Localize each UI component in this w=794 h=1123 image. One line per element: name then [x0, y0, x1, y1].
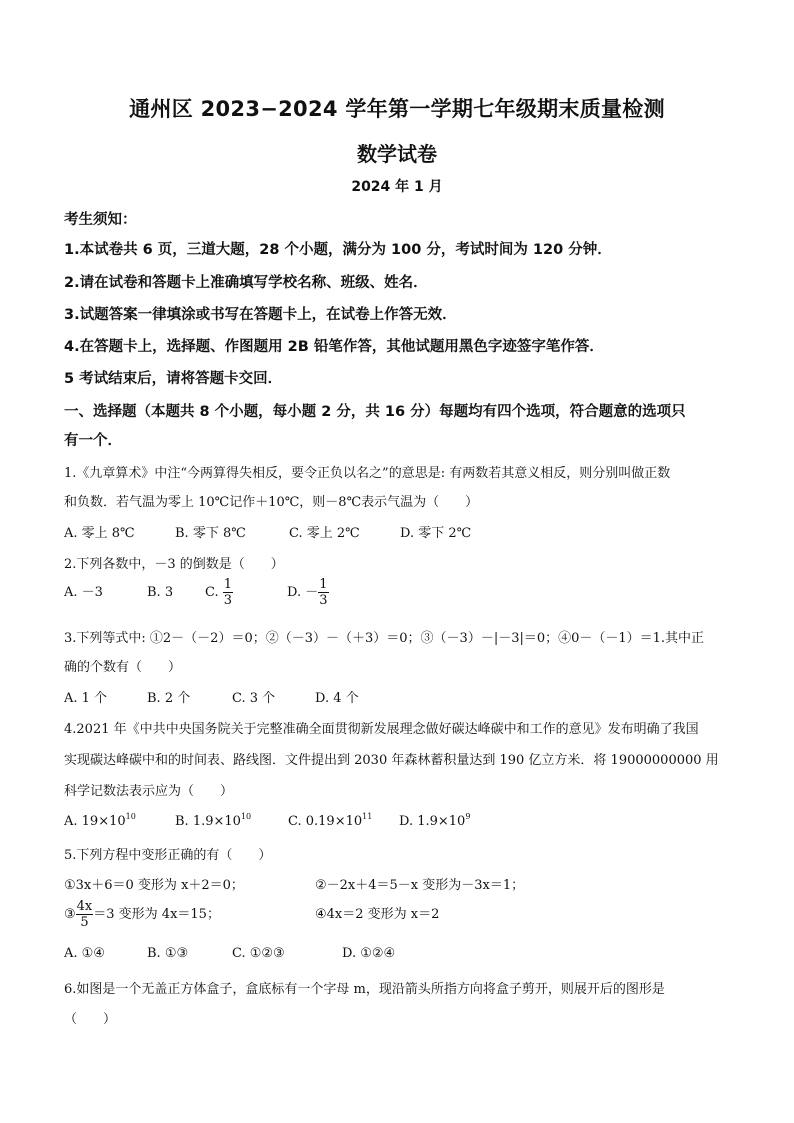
fraction-denominator: 3	[319, 593, 328, 608]
question-5-items-row2	[64, 900, 439, 929]
notice-item: 5 考试结束后，请将答题卡交回．	[64, 371, 283, 387]
statement-3	[64, 900, 315, 929]
exam-subtitle: 数学试卷	[357, 142, 437, 166]
option-c: C. ①②③	[232, 946, 285, 961]
question-5-items-row1	[64, 874, 524, 893]
question-4-stem-cont: 实现碳达峰碳中和的时间表、路线图．文件提出到 2030 年森林蓄积量达到 190 亿立方米．将 19000000000 用	[64, 753, 719, 768]
exponent: 10	[240, 812, 252, 821]
exponent: 10	[125, 812, 136, 821]
option-c	[205, 578, 287, 607]
question-2-options	[64, 578, 329, 607]
option-a: A. 1 个	[64, 691, 108, 706]
fraction-numerator: 4x	[76, 899, 93, 914]
fraction-denominator: 3	[223, 593, 233, 608]
option-a-base: A. 19×10	[64, 814, 126, 829]
statement-3-marker: ③	[64, 907, 76, 922]
option-b: B. 2 个	[147, 691, 191, 706]
option-b: B. ①③	[147, 946, 189, 961]
question-6-stem: 6.如图是一个无盖正方体盒子，盒底标有一个字母 m，现沿箭头所指方向将盒子剪开，则展开后的图形是	[64, 982, 665, 997]
option-a: A. －3	[64, 585, 103, 600]
option-d	[287, 578, 329, 607]
option-b: B. 零下 8℃	[175, 526, 246, 541]
option-d-label: D. －	[287, 585, 319, 600]
option-a: A. 零上 8℃	[64, 526, 135, 541]
fraction-numerator: 1	[319, 577, 328, 592]
option-b: B. 3	[147, 585, 174, 600]
option-d	[399, 812, 470, 829]
option-d: D. 4 个	[315, 691, 359, 706]
statement-2: ②－2x＋4＝5－x 变形为－3x＝1；	[315, 878, 525, 893]
fraction	[223, 578, 233, 607]
option-c: C. 3 个	[232, 691, 276, 706]
exponent: 9	[465, 812, 471, 821]
question-3-stem: 3.下列等式中: ①2－（－2）＝0；②（－3）－（＋3）＝0；③（－3）－|－3|＝0；④0－（－1）＝1.其中正	[64, 631, 705, 646]
question-1-stem: 1.《九章算术》中注“今两算得失相反，要令正负以名之”的意思是: 有两数若其意义相反，则分别叫做正数	[64, 466, 671, 481]
question-6-stem-cont: （ ）	[64, 1012, 117, 1027]
question-3-stem-cont: 确的个数有（ ）	[64, 660, 182, 675]
option-d: D. 零下 2℃	[400, 526, 472, 541]
option-c-base: C. 0.19×10	[288, 814, 363, 829]
fraction-denominator: 5	[80, 915, 89, 930]
exam-title: 通州区 2023−2024 学年第一学期七年级期末质量检测	[129, 97, 665, 121]
section-heading: 一、选择题（本题共 8 个小题，每小题 2 分，共 16 分）每题均有四个选项，符合题意的选项只	[64, 404, 686, 420]
question-1-options	[64, 522, 471, 541]
question-5-options	[64, 946, 395, 961]
option-a: A. ①④	[64, 946, 105, 961]
notice-item: 3.试题答案一律填涂或书写在答题卡上，在试卷上作答无效．	[64, 307, 457, 323]
option-b	[175, 812, 288, 829]
notice-item: 1.本试卷共 6 页，三道大题，28 个小题，满分为 100 分，考试时间为 120 分钟．	[64, 242, 612, 258]
notice-item: 4.在答题卡上，选择题、作图题用 2B 铅笔作答，其他试题用黑色字迹签字笔作答．	[64, 339, 604, 355]
notice-item: 2.请在试卷和答题卡上准确填写学校名称、班级、姓名．	[64, 275, 428, 291]
fraction	[318, 578, 328, 607]
option-a	[64, 812, 175, 829]
fraction	[76, 900, 94, 929]
question-5-stem: 5.下列方程中变形正确的有（ ）	[64, 848, 272, 863]
option-d-base: D. 1.9×10	[399, 814, 466, 829]
statement-4: ④4x＝2 变形为 x＝2	[315, 907, 440, 922]
question-2-stem: 2.下列各数中，－3 的倒数是（ ）	[64, 557, 284, 572]
option-b-base: B. 1.9×10	[175, 814, 241, 829]
question-3-options	[64, 687, 359, 706]
section-heading-cont: 有一个．	[64, 433, 122, 449]
question-4-stem-cont: 科学记数法表示应为（ ）	[64, 784, 234, 799]
question-1-stem-cont: 和负数．若气温为零上 10℃记作＋10℃，则－8℃表示气温为（ ）	[64, 495, 479, 510]
question-4-stem: 4.2021 年《中共中央国务院关于完整准确全面贯彻新发展理念做好碳达峰碳中和工作的意见》发布明确了我国	[64, 722, 699, 737]
option-d: D. ①②④	[342, 946, 396, 961]
exponent: 11	[362, 812, 373, 821]
option-c: C. 零上 2℃	[289, 526, 360, 541]
option-c	[288, 812, 399, 829]
exam-date: 2024 年 1 月	[351, 179, 443, 195]
statement-3-text: ＝3 变形为 4x＝15；	[93, 907, 220, 922]
statement-1: ①3x＋6＝0 变形为 x＋2＝0；	[64, 878, 244, 893]
question-4-options	[64, 812, 470, 829]
notice-heading: 考生须知：	[64, 212, 137, 228]
fraction-numerator: 1	[223, 577, 233, 592]
option-c-label: C.	[205, 585, 219, 600]
